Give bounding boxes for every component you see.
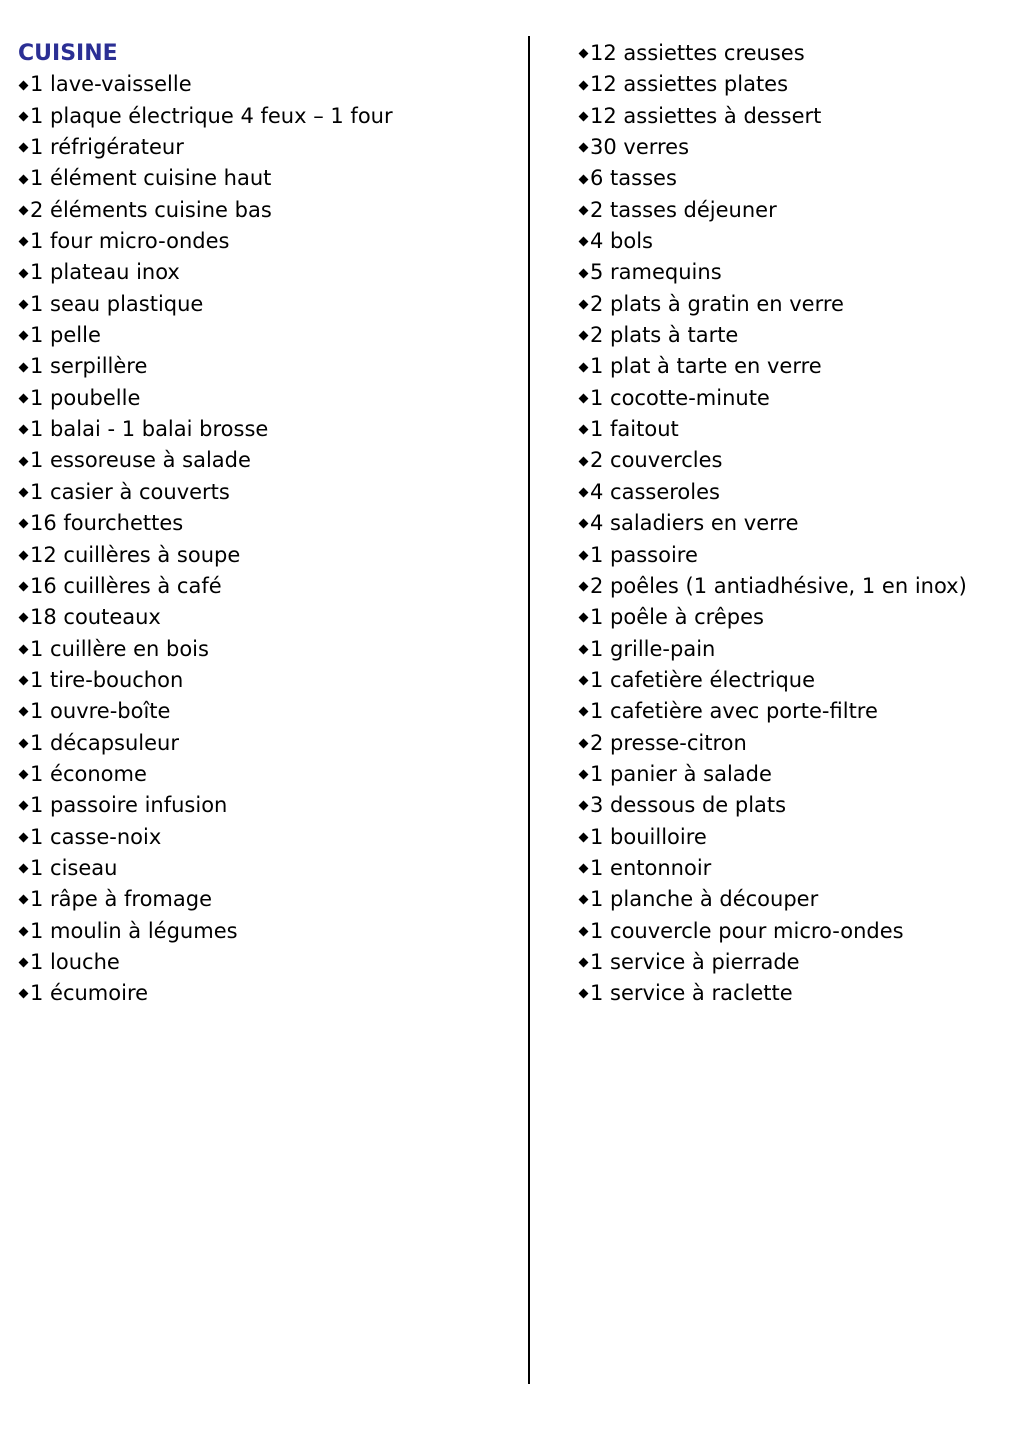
list-item: [18, 477, 518, 508]
list-item: [18, 132, 518, 163]
list-item: [578, 477, 1018, 508]
item-label: 18 couteaux: [30, 605, 161, 630]
list-item: [18, 978, 518, 1009]
item-label: 3 dessous de plats: [590, 793, 787, 818]
item-label: 6 tasses: [590, 166, 677, 191]
diamond-bullet-icon: [19, 801, 29, 811]
item-label: 1 panier à salade: [590, 761, 772, 786]
diamond-bullet-icon: [579, 488, 589, 498]
diamond-bullet-icon: [579, 268, 589, 278]
list-item: [578, 665, 1018, 696]
list-item: [18, 602, 518, 633]
diamond-bullet-icon: [579, 174, 589, 184]
list-item: [578, 101, 1018, 132]
item-label: 1 essoreuse à salade: [30, 448, 251, 473]
list-item: [578, 947, 1018, 978]
diamond-bullet-icon: [19, 456, 29, 466]
diamond-bullet-icon: [19, 362, 29, 372]
list-item: [578, 226, 1018, 257]
diamond-bullet-icon: [579, 394, 589, 404]
list-item: [18, 257, 518, 288]
list-item: [578, 38, 1018, 69]
list-item: [578, 696, 1018, 727]
diamond-bullet-icon: [579, 864, 589, 874]
diamond-bullet-icon: [579, 613, 589, 623]
list-item: [18, 884, 518, 915]
item-label: 1 passoire infusion: [30, 793, 228, 818]
item-label: 1 plat à tarte en verre: [590, 354, 822, 379]
diamond-bullet-icon: [579, 205, 589, 215]
list-item: [18, 195, 518, 226]
diamond-bullet-icon: [19, 299, 29, 309]
list-item: [578, 383, 1018, 414]
item-label: 1 pelle: [30, 323, 101, 348]
list-item: [578, 728, 1018, 759]
list-item: [18, 226, 518, 257]
list-item: [578, 759, 1018, 790]
diamond-bullet-icon: [19, 488, 29, 498]
list-item: [578, 790, 1018, 821]
list-item: [18, 571, 518, 602]
list-item: [578, 634, 1018, 665]
diamond-bullet-icon: [19, 519, 29, 529]
list-item: [578, 508, 1018, 539]
item-label: 1 cafetière avec porte-filtre: [590, 699, 878, 724]
diamond-bullet-icon: [579, 958, 589, 968]
diamond-bullet-icon: [579, 299, 589, 309]
item-label: 16 cuillères à café: [30, 573, 222, 598]
item-label: 1 couvercle pour micro-ondes: [590, 918, 904, 943]
right-item-list: [578, 38, 1018, 1010]
diamond-bullet-icon: [19, 676, 29, 686]
item-label: 1 ciseau: [30, 855, 118, 880]
item-label: 16 fourchettes: [30, 511, 184, 536]
list-item: [18, 634, 518, 665]
list-item: [578, 853, 1018, 884]
list-item: [578, 571, 1018, 602]
diamond-bullet-icon: [579, 926, 589, 936]
diamond-bullet-icon: [19, 268, 29, 278]
item-label: 1 ouvre-boîte: [30, 699, 171, 724]
diamond-bullet-icon: [19, 613, 29, 623]
list-item: [578, 163, 1018, 194]
item-label: 12 cuillères à soupe: [30, 542, 241, 567]
diamond-bullet-icon: [19, 582, 29, 592]
list-item: [578, 132, 1018, 163]
diamond-bullet-icon: [19, 394, 29, 404]
item-label: 1 planche à découper: [590, 887, 819, 912]
list-item: [18, 540, 518, 571]
item-label: 1 moulin à légumes: [30, 918, 238, 943]
item-label: 2 éléments cuisine bas: [30, 197, 272, 222]
diamond-bullet-icon: [19, 237, 29, 247]
item-label: 1 balai - 1 balai brosse: [30, 417, 269, 442]
section-title: CUISINE: [18, 41, 118, 66]
list-item: [18, 69, 518, 100]
item-label: 1 cocotte-minute: [590, 385, 770, 410]
item-label: 4 bols: [590, 229, 653, 254]
item-label: 1 louche: [30, 949, 120, 974]
diamond-bullet-icon: [579, 770, 589, 780]
diamond-bullet-icon: [579, 456, 589, 466]
list-item: [578, 289, 1018, 320]
list-item: [578, 320, 1018, 351]
diamond-bullet-icon: [579, 738, 589, 748]
item-label: 2 presse-citron: [590, 730, 747, 755]
item-label: 12 assiettes creuses: [590, 41, 805, 65]
diamond-bullet-icon: [19, 143, 29, 153]
list-item: [578, 195, 1018, 226]
item-label: 1 décapsuleur: [30, 730, 179, 755]
list-item: [578, 916, 1018, 947]
list-item: [18, 289, 518, 320]
list-item: [578, 351, 1018, 382]
left-column: [18, 38, 518, 1010]
item-label: 2 tasses déjeuner: [590, 197, 777, 222]
item-label: 1 lave-vaisselle: [30, 72, 192, 97]
diamond-bullet-icon: [579, 989, 589, 999]
list-item: [578, 822, 1018, 853]
item-label: 1 cuillère en bois: [30, 636, 209, 661]
diamond-bullet-icon: [19, 550, 29, 560]
item-label: 1 entonnoir: [590, 855, 712, 880]
list-item: [18, 414, 518, 445]
item-label: 12 assiettes plates: [590, 72, 789, 97]
item-label: 1 service à raclette: [590, 981, 793, 1006]
item-label: 1 poubelle: [30, 385, 141, 410]
diamond-bullet-icon: [579, 111, 589, 121]
item-label: 1 écumoire: [30, 981, 149, 1006]
diamond-bullet-icon: [579, 550, 589, 560]
item-label: 12 assiettes à dessert: [590, 103, 822, 128]
item-label: 1 casse-noix: [30, 824, 162, 849]
list-item: [18, 101, 518, 132]
item-label: 1 plateau inox: [30, 260, 180, 285]
item-label: 4 casseroles: [590, 479, 720, 504]
diamond-bullet-icon: [19, 205, 29, 215]
item-label: 2 couvercles: [590, 448, 723, 473]
item-label: 2 plats à gratin en verre: [590, 291, 844, 316]
diamond-bullet-icon: [579, 425, 589, 435]
item-label: 1 grille-pain: [590, 636, 716, 661]
list-item: [578, 978, 1018, 1009]
item-label: 1 râpe à fromage: [30, 887, 212, 912]
list-item: [18, 351, 518, 382]
diamond-bullet-icon: [579, 519, 589, 529]
list-item: [18, 916, 518, 947]
list-item: [578, 884, 1018, 915]
diamond-bullet-icon: [579, 143, 589, 153]
item-label: 1 faitout: [590, 417, 679, 442]
item-label: 2 plats à tarte: [590, 323, 739, 348]
diamond-bullet-icon: [579, 237, 589, 247]
item-label: 1 bouilloire: [590, 824, 707, 849]
right-column: [578, 38, 1018, 1010]
item-label: 1 réfrigérateur: [30, 135, 184, 160]
list-item: [18, 508, 518, 539]
diamond-bullet-icon: [19, 864, 29, 874]
list-item: [18, 822, 518, 853]
list-item: [578, 540, 1018, 571]
list-item: [578, 602, 1018, 633]
list-item: [578, 69, 1018, 100]
diamond-bullet-icon: [579, 801, 589, 811]
item-label: 1 service à pierrade: [590, 949, 800, 974]
diamond-bullet-icon: [19, 707, 29, 717]
item-label: 1 casier à couverts: [30, 479, 230, 504]
list-item: [18, 759, 518, 790]
item-label: 1 cafetière électrique: [590, 667, 816, 692]
item-label: 1 poêle à crêpes: [590, 605, 764, 630]
list-item: [18, 728, 518, 759]
list-item: [18, 790, 518, 821]
item-label: 1 économe: [30, 761, 147, 786]
list-item: [18, 445, 518, 476]
left-item-list: [18, 69, 518, 1009]
list-item: [18, 163, 518, 194]
diamond-bullet-icon: [579, 331, 589, 341]
list-item: [18, 320, 518, 351]
list-item: [18, 383, 518, 414]
diamond-bullet-icon: [579, 707, 589, 717]
diamond-bullet-icon: [579, 895, 589, 905]
item-label: 1 plaque électrique 4 feux – 1 four: [30, 103, 393, 128]
diamond-bullet-icon: [19, 111, 29, 121]
item-label: 1 passoire: [590, 542, 698, 567]
item-label: 4 saladiers en verre: [590, 511, 799, 536]
column-divider: [528, 36, 530, 1384]
item-label: 30 verres: [590, 135, 690, 160]
list-item: [18, 947, 518, 978]
item-label: 1 tire-bouchon: [30, 667, 184, 692]
list-item: [18, 665, 518, 696]
diamond-bullet-icon: [579, 832, 589, 842]
item-label: 1 élément cuisine haut: [30, 166, 272, 191]
diamond-bullet-icon: [579, 676, 589, 686]
diamond-bullet-icon: [579, 362, 589, 372]
diamond-bullet-icon: [19, 895, 29, 905]
item-label: 2 poêles (1 antiadhésive, 1 en inox): [590, 573, 967, 598]
list-item: [578, 257, 1018, 288]
diamond-bullet-icon: [19, 174, 29, 184]
diamond-bullet-icon: [579, 80, 589, 90]
list-item: [578, 414, 1018, 445]
diamond-bullet-icon: [19, 425, 29, 435]
diamond-bullet-icon: [19, 926, 29, 936]
list-item: [18, 853, 518, 884]
item-label: 1 serpillère: [30, 354, 148, 379]
item-label: 1 seau plastique: [30, 291, 204, 316]
diamond-bullet-icon: [19, 738, 29, 748]
diamond-bullet-icon: [579, 582, 589, 592]
item-label: 5 ramequins: [590, 260, 722, 285]
diamond-bullet-icon: [19, 644, 29, 654]
diamond-bullet-icon: [19, 989, 29, 999]
diamond-bullet-icon: [19, 832, 29, 842]
diamond-bullet-icon: [579, 644, 589, 654]
diamond-bullet-icon: [579, 49, 589, 59]
diamond-bullet-icon: [19, 770, 29, 780]
diamond-bullet-icon: [19, 958, 29, 968]
item-label: 1 four micro-ondes: [30, 229, 230, 254]
diamond-bullet-icon: [19, 331, 29, 341]
diamond-bullet-icon: [19, 80, 29, 90]
list-item: [578, 445, 1018, 476]
list-item: [18, 696, 518, 727]
